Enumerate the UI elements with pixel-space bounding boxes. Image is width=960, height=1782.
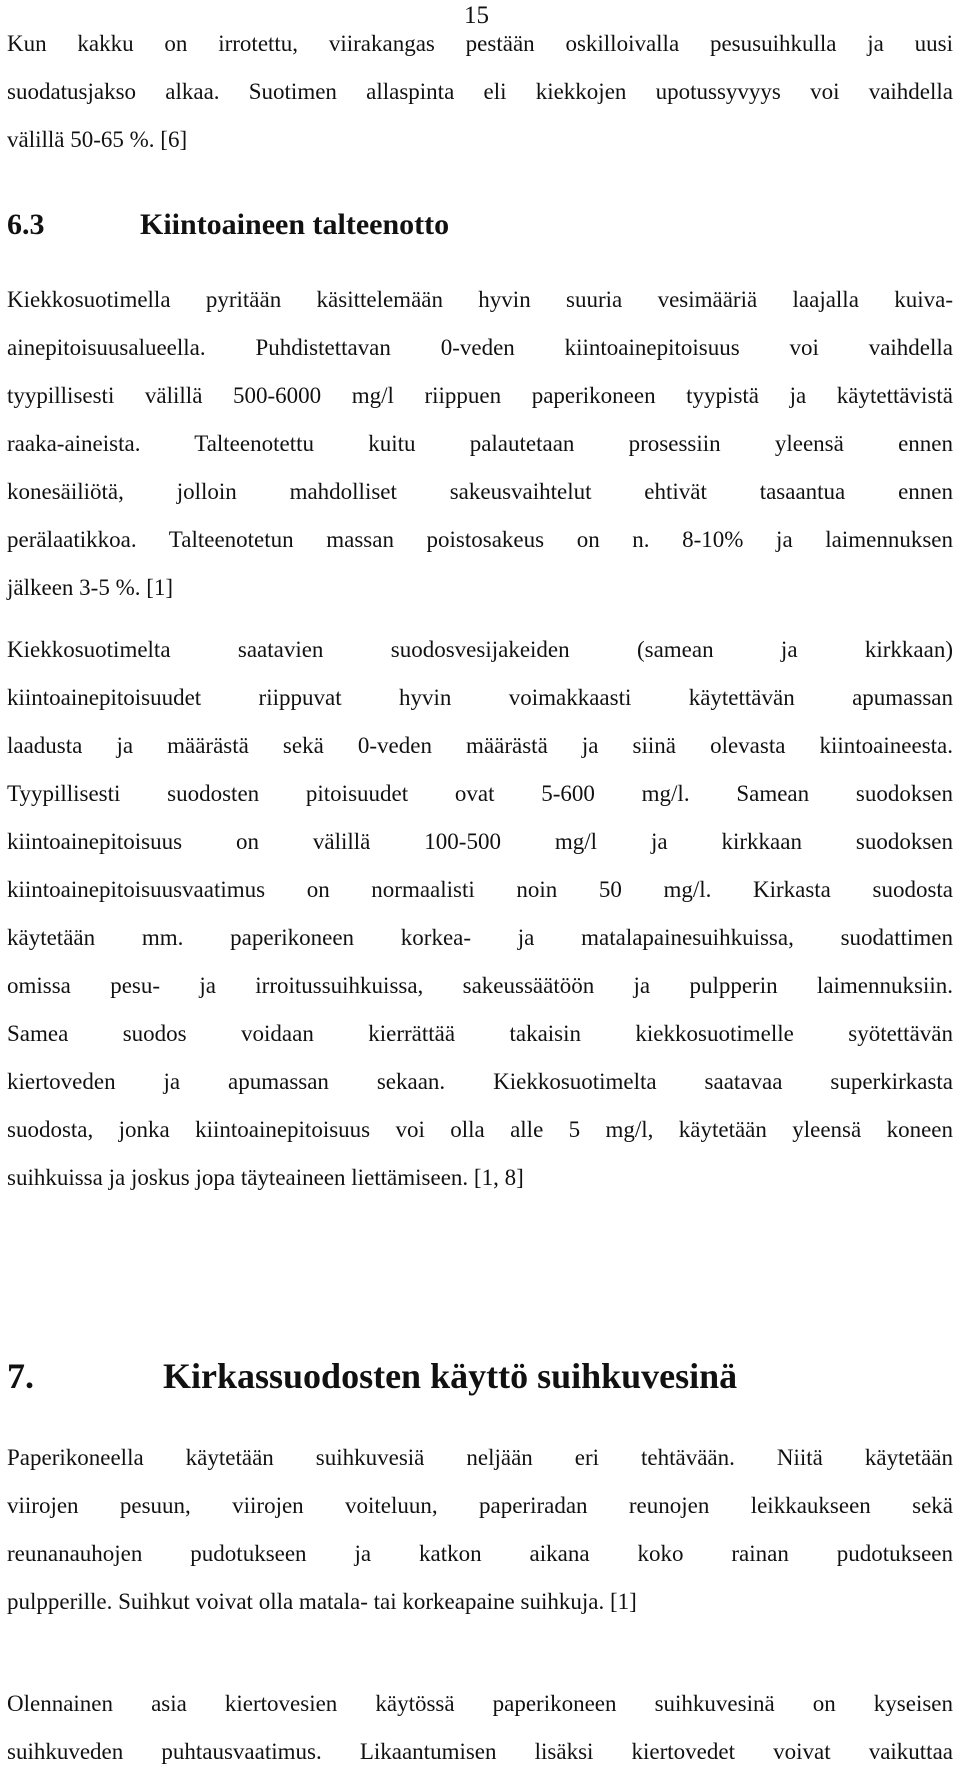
- page-number: 15: [464, 2, 489, 29]
- text-line: omissa pesu- ja irroitussuihkuissa, sakeussäätöön ja pulpperin laimennuksiin.: [7, 973, 953, 998]
- paragraph-solids-recovery: [7, 276, 953, 612]
- text-line: Tyypillisesti suodosten pitoisuudet ovat 5-600 mg/l. Samean suodoksen: [7, 781, 953, 806]
- text-line: käytetään mm. paperikoneen korkea- ja matalapainesuihkuissa, suodattimen: [7, 925, 953, 950]
- text-line: kiintoainepitoisuudet riippuvat hyvin voimakkaasti käytettävän apumassan: [7, 685, 953, 710]
- section-title: Kiintoaineen talteenotto: [140, 208, 450, 241]
- text-line: viirojen pesuun, viirojen voiteluun, paperiradan reunojen leikkaukseen sekä: [7, 1493, 953, 1518]
- text-line: Paperikoneella käytetään suihkuvesiä neljään eri tehtävään. Niitä käytetään: [7, 1445, 953, 1470]
- text-line: ainepitoisuusalueella. Puhdistettavan 0-veden kiintoainepitoisuus voi vaihdella: [7, 335, 953, 360]
- text-line: pulpperille. Suihkut voivat olla matala- tai korkeapaine suihkuja. [1]: [7, 1589, 637, 1614]
- paragraph-shower-water-uses: [7, 1434, 953, 1626]
- text-line: kiertoveden ja apumassan sekaan. Kiekkosuotimelta saatavaa superkirkasta: [7, 1069, 953, 1094]
- section-number: 7.: [7, 1356, 34, 1396]
- paragraph-purity-requirement: [7, 1680, 953, 1776]
- text-line: suihkuveden puhtausvaatimus. Likaantumisen lisäksi kiertovedet voivat vaikuttaa: [7, 1739, 953, 1764]
- text-line: välillä 50-65 %. [6]: [7, 127, 188, 152]
- section-heading-7: [7, 1355, 737, 1397]
- text-line: kiintoainepitoisuusvaatimus on normaalisti noin 50 mg/l. Kirkasta suodosta: [7, 877, 953, 902]
- text-line: Kun kakku on irrotettu, viirakangas pestään oskilloivalla pesusuihkulla ja uusi: [7, 31, 953, 56]
- section-heading-6-3: [7, 208, 449, 242]
- text-line: kiintoainepitoisuus on välillä 100-500 mg/l ja kirkkaan suodoksen: [7, 829, 953, 854]
- text-line: Samea suodos voidaan kierrättää takaisin kiekkosuotimelle syötettävän: [7, 1021, 953, 1046]
- text-line: raaka-aineista. Talteenotettu kuitu palautetaan prosessiin yleensä ennen: [7, 431, 953, 456]
- text-line: tyypillisesti välillä 500-6000 mg/l riippuen paperikoneen tyypistä ja käytettävistä: [7, 383, 953, 408]
- text-line: suihkuissa ja joskus jopa täyteaineen liettämiseen. [1, 8]: [7, 1165, 524, 1190]
- section-title: Kirkassuodosten käyttö suihkuvesinä: [163, 1356, 738, 1396]
- text-line: perälaatikkoa. Talteenotetun massan poistosakeus on n. 8-10% ja laimennuksen: [7, 527, 953, 552]
- text-line: jälkeen 3-5 %. [1]: [7, 575, 174, 600]
- text-line: Kiekkosuotimella pyritään käsittelemään hyvin suuria vesimääriä laajalla kuiva-: [7, 287, 953, 312]
- text-line: Olennainen asia kiertovesien käytössä paperikoneen suihkuvesinä on kyseisen: [7, 1691, 953, 1716]
- text-line: konesäiliötä, jolloin mahdolliset sakeusvaihtelut ehtivät tasaantua ennen: [7, 479, 953, 504]
- text-line: suodatusjakso alkaa. Suotimen allaspinta eli kiekkojen upotussyvyys voi vaihdella: [7, 79, 953, 104]
- paragraph-filter-washing: [7, 20, 953, 164]
- paragraph-filtrate-fractions: [7, 626, 953, 1202]
- section-number: 6.3: [7, 208, 45, 241]
- text-line: laadusta ja määrästä sekä 0-veden määrästä ja siinä olevasta kiintoaineesta.: [7, 733, 953, 758]
- text-line: suodosta, jonka kiintoainepitoisuus voi olla alle 5 mg/l, käytetään yleensä koneen: [7, 1117, 953, 1142]
- text-line: Kiekkosuotimelta saatavien suodosvesijakeiden (samean ja kirkkaan): [7, 637, 953, 662]
- text-line: reunanauhojen pudotukseen ja katkon aikana koko rainan pudotukseen: [7, 1541, 953, 1566]
